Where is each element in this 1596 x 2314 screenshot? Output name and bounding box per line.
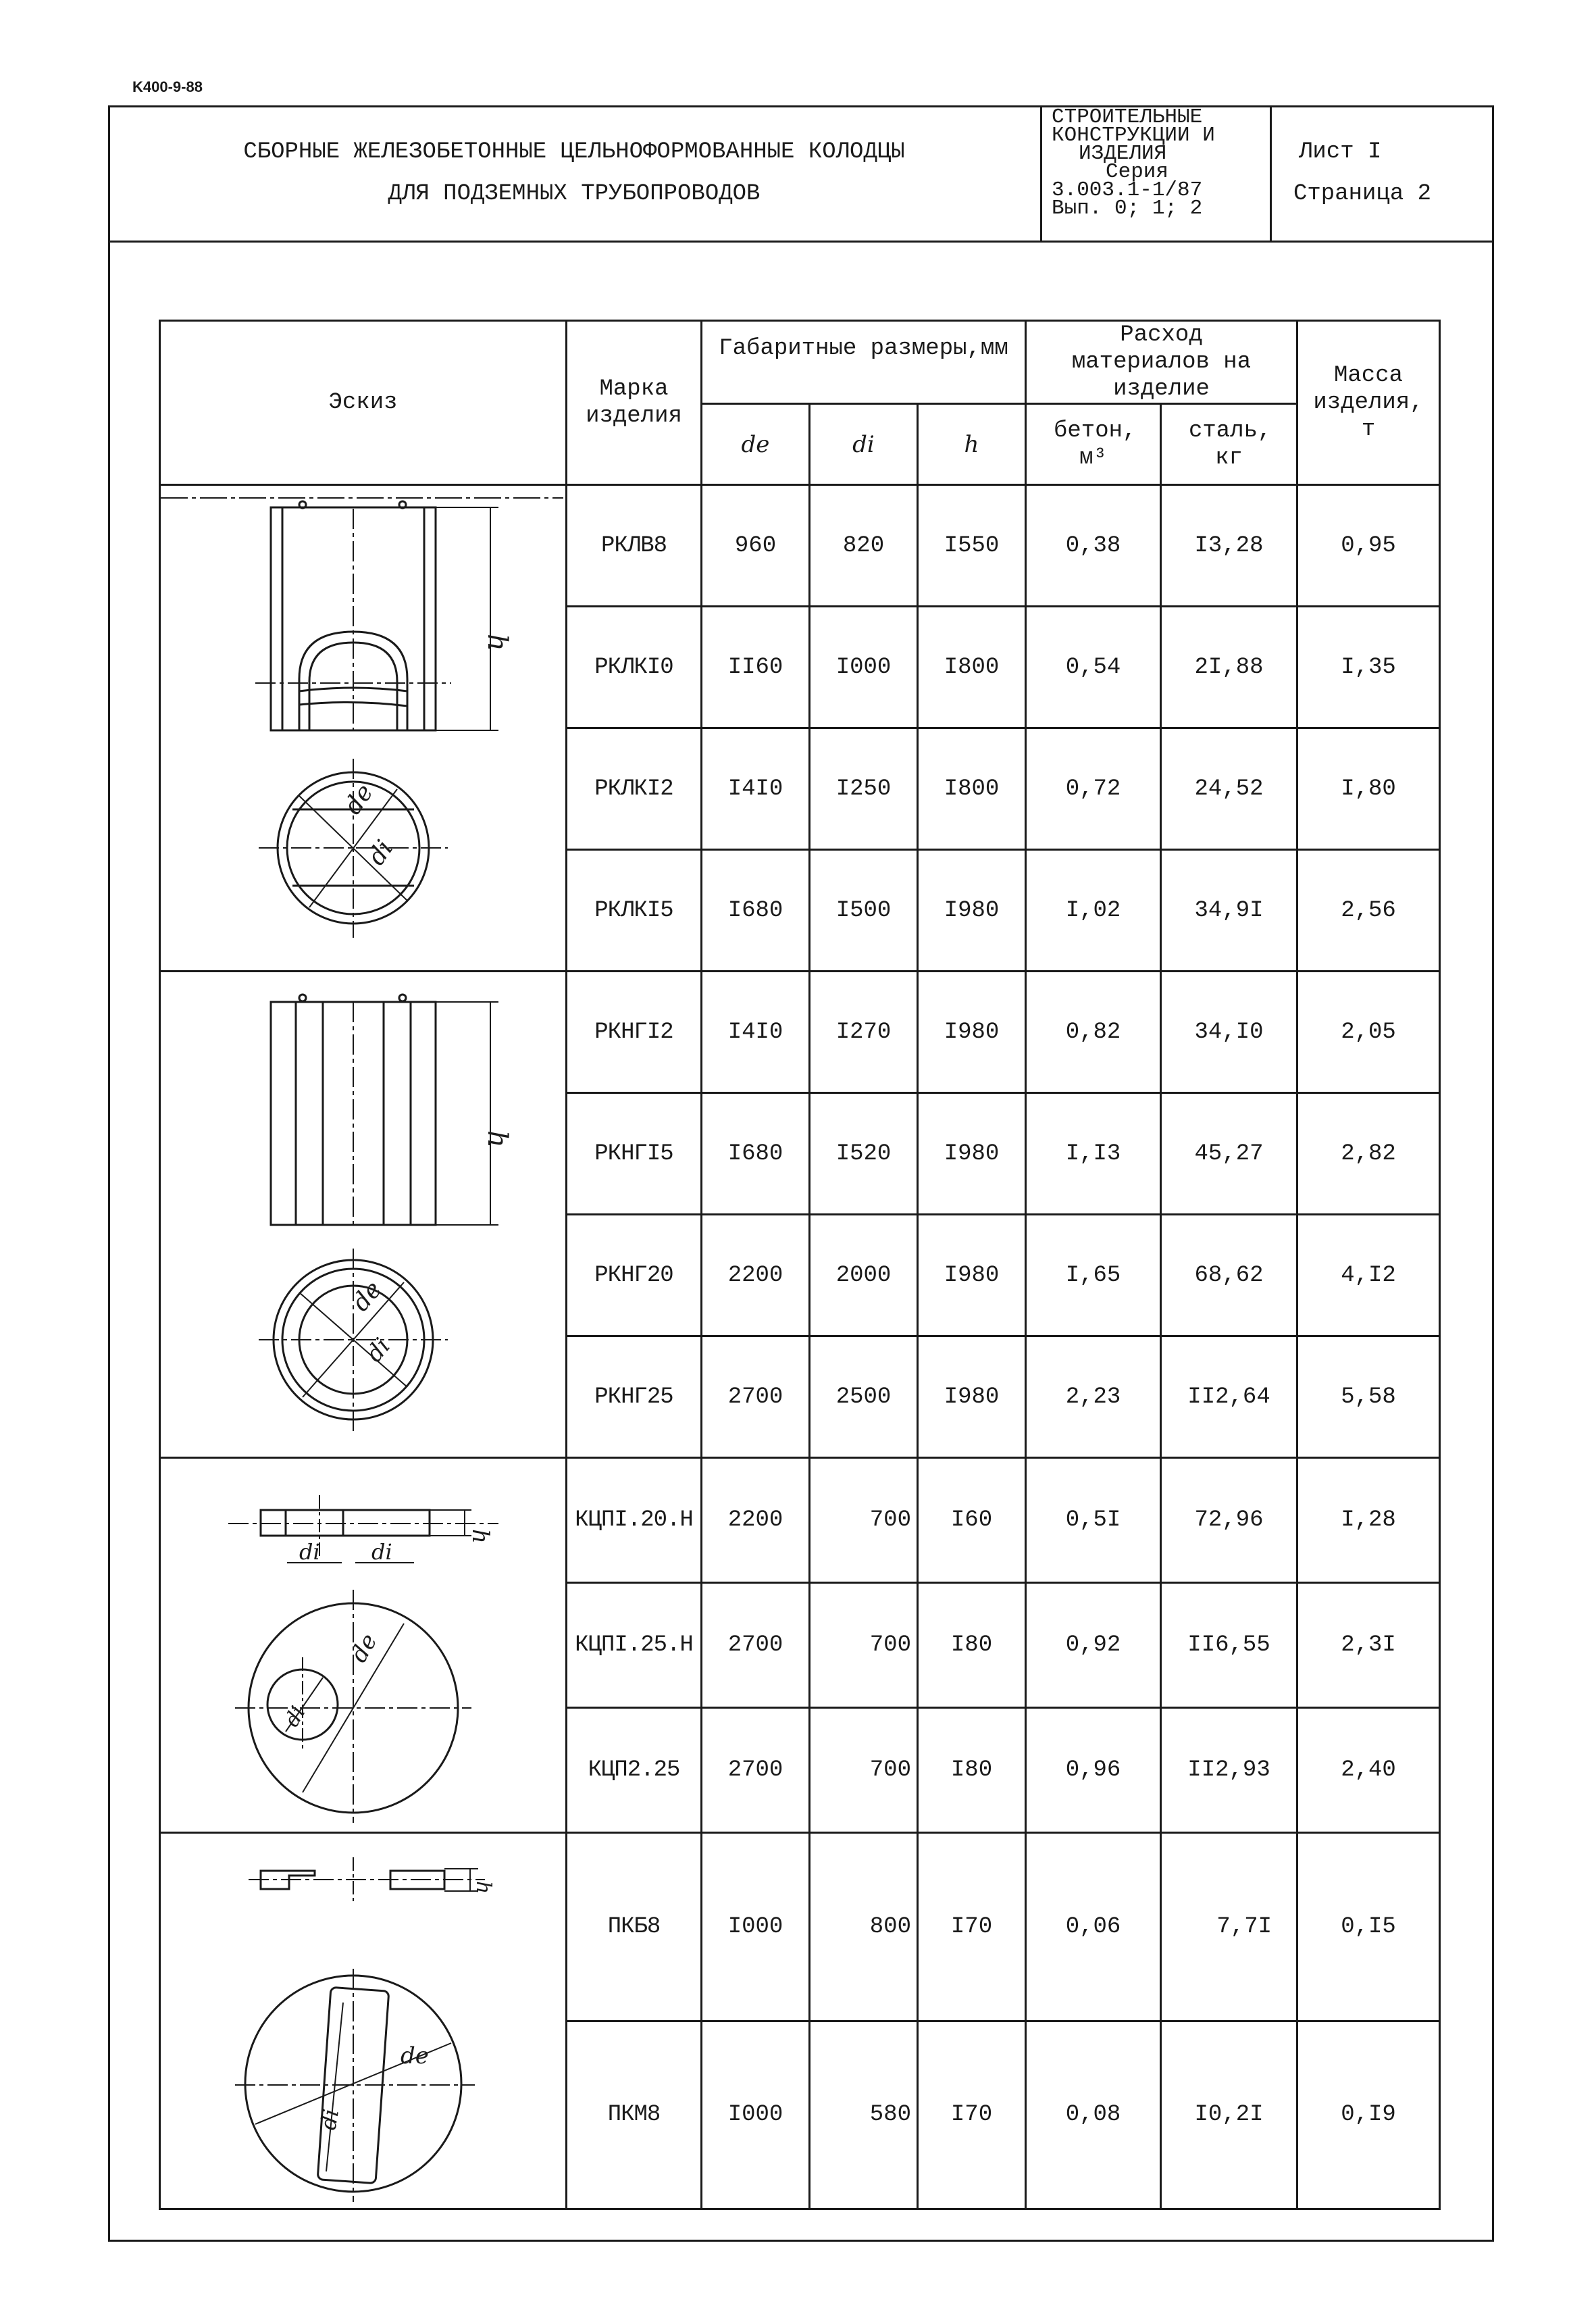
cell-di: 820 [810, 485, 918, 607]
series-block [1042, 105, 1272, 241]
sketch-label-di-3: di [280, 1702, 311, 1731]
header-di: di [810, 404, 918, 485]
cell-concrete: 0,06 [1026, 1833, 1161, 2021]
sketch-label-de: de [346, 1275, 388, 1317]
cell-h: I80 [918, 1708, 1026, 1833]
cell-h: I60 [918, 1458, 1026, 1583]
series-line: Вып. 0; 1; 2 [1052, 197, 1203, 220]
cell-mass: 2,56 [1297, 850, 1440, 972]
sketch-label-de: de [345, 1628, 383, 1667]
cell-steel: 24,52 [1161, 728, 1297, 850]
sketch-label-di: di [315, 2107, 344, 2132]
cell-di: I500 [810, 850, 918, 972]
cell-di: 700 [810, 1583, 918, 1708]
cell-mark: РКЛКI5 [567, 850, 702, 972]
document-code: K400-9-88 [132, 78, 203, 95]
cell-concrete: I,65 [1026, 1215, 1161, 1336]
cell-h: I80 [918, 1583, 1026, 1708]
cell-mark: РКНГI5 [567, 1093, 702, 1215]
cell-mark: РКЛКI2 [567, 728, 702, 850]
sketch-plain-ring [160, 972, 567, 1458]
cell-mass: 5,58 [1297, 1336, 1440, 1458]
header-sketch: Эскиз [160, 321, 567, 485]
sketch-cover-slab-drawing [161, 1461, 563, 1830]
cell-h: I980 [918, 972, 1026, 1093]
cell-mark: РКЛВ8 [567, 485, 702, 607]
table-row [160, 1833, 1440, 2021]
series-line: ИЗДЕЛИЯ [1079, 142, 1167, 166]
series-line: КОНСТРУКЦИИ И [1052, 124, 1215, 147]
cell-de: 2700 [702, 1583, 810, 1708]
cell-concrete: 0,54 [1026, 607, 1161, 728]
sketch-cover-slab [160, 1458, 567, 1833]
cell-h: I980 [918, 1093, 1026, 1215]
sketch-label-h: h [482, 1130, 513, 1148]
cell-mass: 2,82 [1297, 1093, 1440, 1215]
header-materials: Расход материалов на изделие [1026, 321, 1297, 404]
cell-de: I000 [702, 2021, 810, 2209]
cell-de: I680 [702, 1093, 810, 1215]
cell-di: 700 [810, 1708, 918, 1833]
sketch-label-h: h [467, 1528, 494, 1544]
page-number: Страница 2 [1293, 181, 1432, 207]
sheet-block [1272, 105, 1494, 241]
cell-di: 2500 [810, 1336, 918, 1458]
series-line: Серия [1106, 160, 1169, 184]
document-title [108, 105, 1042, 241]
series-line: СТРОИТЕЛЬНЫЕ [1052, 105, 1203, 129]
cell-de: I680 [702, 850, 810, 972]
cell-concrete: 0,96 [1026, 1708, 1161, 1833]
cell-di: 800 [810, 1833, 918, 2021]
sketch-label-de: de [401, 2042, 429, 2069]
cell-mark: РКНГ20 [567, 1215, 702, 1336]
cell-h: I550 [918, 485, 1026, 607]
cell-steel: 45,27 [1161, 1093, 1297, 1215]
cell-h: I980 [918, 1215, 1026, 1336]
cell-de: II60 [702, 607, 810, 728]
cell-mark: КЦПI.20.Н [567, 1458, 702, 1583]
table-row [160, 972, 1440, 1093]
cell-h: I980 [918, 850, 1026, 972]
cell-mass: I,80 [1297, 728, 1440, 850]
cell-concrete: 0,82 [1026, 972, 1161, 1093]
cell-concrete: 0,08 [1026, 2021, 1161, 2209]
cell-mark: ПКБ8 [567, 1833, 702, 2021]
cell-di: I270 [810, 972, 918, 1093]
sheet-number: Лист I [1299, 139, 1382, 165]
cell-concrete: 0,38 [1026, 485, 1161, 607]
cell-mass: I,35 [1297, 607, 1440, 728]
sketch-slab-drawing [161, 1834, 563, 2208]
cell-concrete: 2,23 [1026, 1336, 1161, 1458]
cell-di: I520 [810, 1093, 918, 1215]
cell-de: 2700 [702, 1336, 810, 1458]
cell-steel: I3,28 [1161, 485, 1297, 607]
sketch-ring-with-hole-drawing [161, 488, 563, 968]
header-mark: Марка изделия [567, 321, 702, 485]
cell-mass: I,28 [1297, 1458, 1440, 1583]
cell-concrete: 0,92 [1026, 1583, 1161, 1708]
cell-mass: 2,3I [1297, 1583, 1440, 1708]
sketch-label-di: di [362, 834, 399, 870]
sketch-label-di-2: di [371, 1538, 392, 1565]
cell-mass: 0,I9 [1297, 2021, 1440, 2209]
header-steel: сталь, кг [1161, 404, 1297, 485]
sketch-label-de: de [338, 778, 379, 820]
cell-h: I800 [918, 607, 1026, 728]
sketch-label-di: di [299, 1538, 320, 1565]
cell-h: I70 [918, 1833, 1026, 2021]
sketch-label-di: di [361, 1332, 396, 1367]
cell-h: I800 [918, 728, 1026, 850]
cell-de: 960 [702, 485, 810, 607]
cell-de: I000 [702, 1833, 810, 2021]
cell-concrete: 0,72 [1026, 728, 1161, 850]
series-line: 3.003.1-1/87 [1052, 178, 1203, 202]
cell-steel: 68,62 [1161, 1215, 1297, 1336]
products-table [159, 320, 1441, 2210]
title-line-1: СБОРНЫЕ ЖЕЛЕЗОБЕТОННЫЕ ЦЕЛЬНОФОРМОВАННЫЕ КОЛОДЦЫ [243, 139, 905, 165]
cell-steel: 72,96 [1161, 1458, 1297, 1583]
title-block [108, 105, 1494, 243]
cell-mark: РКЛКI0 [567, 607, 702, 728]
cell-mark: РКНГI2 [567, 972, 702, 1093]
cell-steel: II2,93 [1161, 1708, 1297, 1833]
cell-di: I250 [810, 728, 918, 850]
cell-concrete: I,02 [1026, 850, 1161, 972]
sketch-plain-ring-drawing [161, 975, 563, 1455]
cell-mark: ПКМ8 [567, 2021, 702, 2209]
cell-di: 700 [810, 1458, 918, 1583]
cell-mark: РКНГ25 [567, 1336, 702, 1458]
header-mass: Масса изделия, т [1297, 321, 1440, 485]
cell-h: I70 [918, 2021, 1026, 2209]
cell-di: I000 [810, 607, 918, 728]
cell-concrete: 0,5I [1026, 1458, 1161, 1583]
cell-di: 580 [810, 2021, 918, 2209]
sketch-label-h: h [482, 633, 513, 651]
cell-mark: КЦПI.25.Н [567, 1583, 702, 1708]
cell-steel: 34,I0 [1161, 972, 1297, 1093]
table-row [160, 1458, 1440, 1583]
cell-mark: КЦП2.25 [567, 1708, 702, 1833]
header-concrete: бетон, м³ [1026, 404, 1161, 485]
header-h: h [918, 404, 1026, 485]
cell-steel: 2I,88 [1161, 607, 1297, 728]
cell-steel: 7,7I [1161, 1833, 1297, 2021]
cell-de: 2700 [702, 1708, 810, 1833]
cell-mass: 0,95 [1297, 485, 1440, 607]
cell-h: I980 [918, 1336, 1026, 1458]
cell-di: 2000 [810, 1215, 918, 1336]
cell-de: 2200 [702, 1458, 810, 1583]
cell-mass: 0,I5 [1297, 1833, 1440, 2021]
header-dimensions: Габаритные размеры,мм [702, 321, 1026, 404]
sketch-label-h: h [471, 1881, 495, 1894]
cell-steel: I0,2I [1161, 2021, 1297, 2209]
cell-mass: 4,I2 [1297, 1215, 1440, 1336]
cell-de: 2200 [702, 1215, 810, 1336]
cell-steel: II6,55 [1161, 1583, 1297, 1708]
title-line-2: ДЛЯ ПОДЗЕМНЫХ ТРУБОПРОВОДОВ [388, 181, 761, 207]
cell-steel: 34,9I [1161, 850, 1297, 972]
sketch-slab [160, 1833, 567, 2209]
sketch-ring-with-hole [160, 485, 567, 972]
cell-steel: II2,64 [1161, 1336, 1297, 1458]
cell-de: I4I0 [702, 972, 810, 1093]
cell-de: I4I0 [702, 728, 810, 850]
cell-mass: 2,40 [1297, 1708, 1440, 1833]
cell-mass: 2,05 [1297, 972, 1440, 1093]
table-row [160, 485, 1440, 607]
cell-concrete: I,I3 [1026, 1093, 1161, 1215]
header-de: de [702, 404, 810, 485]
